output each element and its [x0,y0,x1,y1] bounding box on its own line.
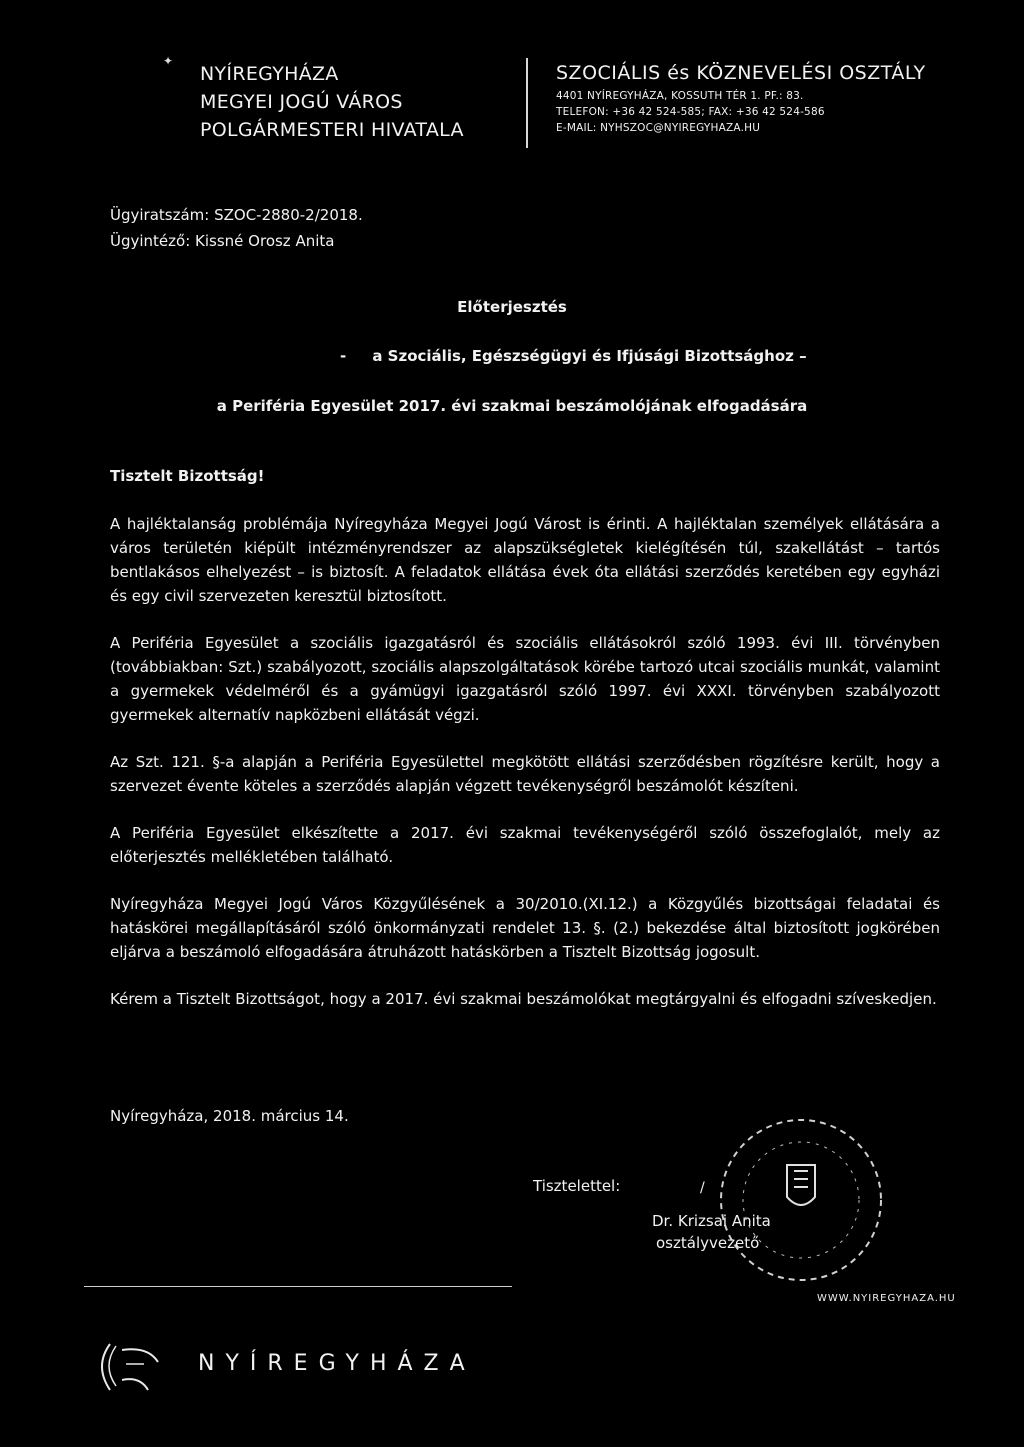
office-name-block [200,60,464,144]
department-name: SZOCIÁLIS és KÖZNEVELÉSI OSZTÁLY [556,62,926,84]
city-logo-icon [88,1336,168,1396]
signatory-name: Dr. Krizsai Anita [652,1212,771,1230]
footer-rule [84,1286,512,1287]
header-divider [526,58,528,148]
signature-mark: / [700,1180,705,1196]
city-logo-text: NYÍREGYHÁZA [198,1351,476,1376]
office-name-line1: NYÍREGYHÁZA [200,63,339,85]
department-block [556,62,926,136]
subject-line: a Periféria Egyesület 2017. évi szakmai beszámolójának elfogadására [216,397,808,415]
official-stamp [704,1105,899,1300]
document-meta [110,202,363,254]
office-name-line3: POLGÁRMESTERI HIVATALA [200,119,464,141]
body-paragraph: Kérem a Tisztelt Bizottságot, hogy a 2017. évi szakmai beszámolókat megtárgyalni és elfogadni szíveskedjen. [110,990,937,1008]
body-paragraph: Az Szt. 121. §-a alapján a Periféria Egyesülettel megkötött ellátási szerződésben rögzítésre került, hogy a szervezet évente köteles a szerződés alapján végzett tevékenységről beszámolót készíteni. [110,753,940,795]
department-phone: TELEFON: +36 42 524-585; FAX: +36 42 524-586 [556,106,825,118]
body-paragraph: A hajléktalanság problémája Nyíregyháza Megyei Jogú Várost is érinti. A hajléktalan személyek ellátására a város területén kiépült intézményrendszer az alapszükségletek kielégítésén túl, szakellátást – tartós bentlakásos elhelyezést – is biztosít. A feladatok ellátása évek óta ellátási szerződés keretében egy egyházi és egy civil szervezeten keresztül biztosított. [110,515,940,605]
clerk-name: Ügyintéző: Kissné Orosz Anita [110,232,335,250]
department-address: 4401 NYÍREGYHÁZA, KOSSUTH TÉR 1. PF.: 83. [556,90,804,102]
office-name-line2: MEGYEI JOGÚ VÁROS [200,91,403,113]
case-number: Ügyiratszám: SZOC-2880-2/2018. [110,206,363,224]
website-link[interactable]: WWW.NYIREGYHAZA.HU [817,1293,956,1304]
addressee-line: - a Szociális, Egészségügyi és Ifjúsági Bizottsághoz – [340,347,807,365]
document-body [110,512,940,1034]
body-paragraph: Nyíregyháza Megyei Jogú Város Közgyűlésének a 30/2010.(XI.12.) a Közgyűlés bizottságai feladatai és hatáskörei megállapításáról szóló önkormányzati rendelet 13. §. (2.) bekezdése által biztosított jogkörében eljárva a beszámoló elfogadására átruházott hatáskörben a Tisztelt Bizottság jogosult. [110,895,940,961]
department-email: E-MAIL: NYHSZOC@NYIREGYHAZA.HU [556,122,761,134]
document-title: Előterjesztés [457,298,567,316]
crest-mark: ✦ [163,54,174,68]
body-paragraph: A Periféria Egyesület elkészítette a 2017. évi szakmai tevékenységéről szóló összefoglalót, mely az előterjesztés mellékletében található. [110,824,940,866]
signatory-title: osztályvezető [656,1234,760,1252]
place-and-date: Nyíregyháza, 2018. március 14. [110,1107,349,1125]
body-paragraph: A Periféria Egyesület a szociális igazgatásról és szociális ellátásokról szóló 1993. évi III. törvényben (továbbiakban: Szt.) szabályozott, szociális alapszolgáltatások körébe tartozó utcai szociális munkát, valamint a gyermekek védelméről és a gyámügyi igazgatásról szóló 1997. évi XXXI. törvényben szabályozott gyermekek alternatív napközbeni ellátását végzi. [110,634,940,724]
greeting: Tisztelt Bizottság! [110,467,265,485]
closing-salutation: Tisztelettel: [533,1177,621,1195]
